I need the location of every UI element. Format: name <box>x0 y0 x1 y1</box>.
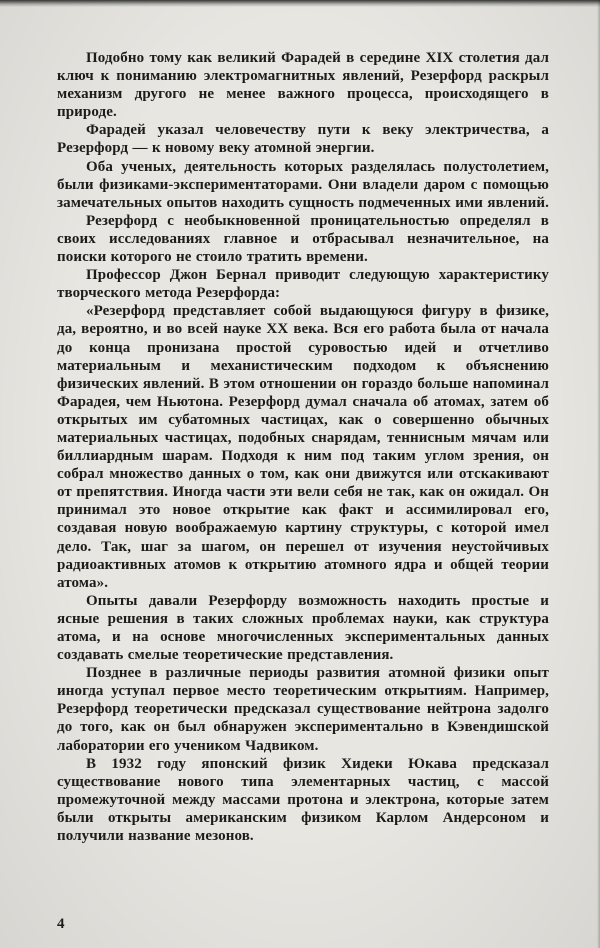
paragraph: «Резерфорд представляет собой выдающуюся фигуру в физике, да, вероятно, и во всей науке XX века. Вся его работа была от начала до конца пронизана простой суровостью идей и отчетливо материальным и механистическим подходом к объяснению физических явлений. В этом отношении он гораздо больше напоминал Фарадея, чем Ньютона. Резерфорд думал сначала об атомах, затем об открытых им субатомных частицах, как о совершенно обычных материальных частицах, подобных снарядам, теннисным мячам или биллиардным шарам. Подходя к ним под таким углом зрения, он собрал множество данных о том, как они движутся или отскакивают от препятствия. Иногда части эти вели себя не так, как он ожидал. Он принимал это новое открытие как факт и ассимилировал его, создавая новую воображаемую картину структуры, с которой имел дело. Так, шаг за шагом, он перешел от изучения неустойчивых радиоактивных атомов к открытию атомного ядра и общей теории атома». <box>57 303 549 591</box>
paragraph: Опыты давали Резерфорду возможность находить простые и ясные решения в таких сложных проблемах науки, как структура атома, и на основе многочисленных экспериментальных данных создавать смелые теоретические представления. <box>57 592 549 664</box>
paragraph: Профессор Джон Бернал приводит следующую характеристику творческого метода Резерфорда: <box>57 267 549 302</box>
paragraph: В 1932 году японский физик Хидеки Юкава предсказал существование нового типа элементарных частиц, с массой промежуточной между массами протона и электрона, которые затем были открыты американским физиком Карлом Андерсоном и получили название мезонов. <box>57 755 549 845</box>
paragraph: Оба ученых, деятельность которых разделялась полустолетием, были физиками-экспериментаторами. Они владели даром с помощью замечательных опытов находить сущность подмеченных ими явлений. <box>57 158 549 211</box>
page-number: 4 <box>57 916 65 932</box>
page-text <box>57 49 549 845</box>
scan-edge-top <box>0 0 600 7</box>
paragraph: Фарадей указал человечеству пути к веку электричества, а Резерфорд — к новому веку атомной энергии. <box>57 122 549 157</box>
paragraph: Подобно тому как великий Фарадей в середине XIX столетия дал ключ к пониманию электромагнитных явлений, Резерфорд раскрыл механизм другого не менее важного процесса, происходящего в природе. <box>57 50 549 121</box>
paragraph: Позднее в различные периоды развития атомной физики опыт иногда уступал первое место теоретическим открытиям. Например, Резерфорд теоретически предсказал существование нейтрона задолго до того, как он был обнаружен экспериментально в Кэвендишской лаборатории его учеником Чадвиком. <box>57 665 549 754</box>
paragraph: Резерфорд с необыкновенной проницательностью определял в своих исследованиях главное и отбрасывал незначительное, на поиски которого не стоило тратить времени. <box>57 212 549 266</box>
